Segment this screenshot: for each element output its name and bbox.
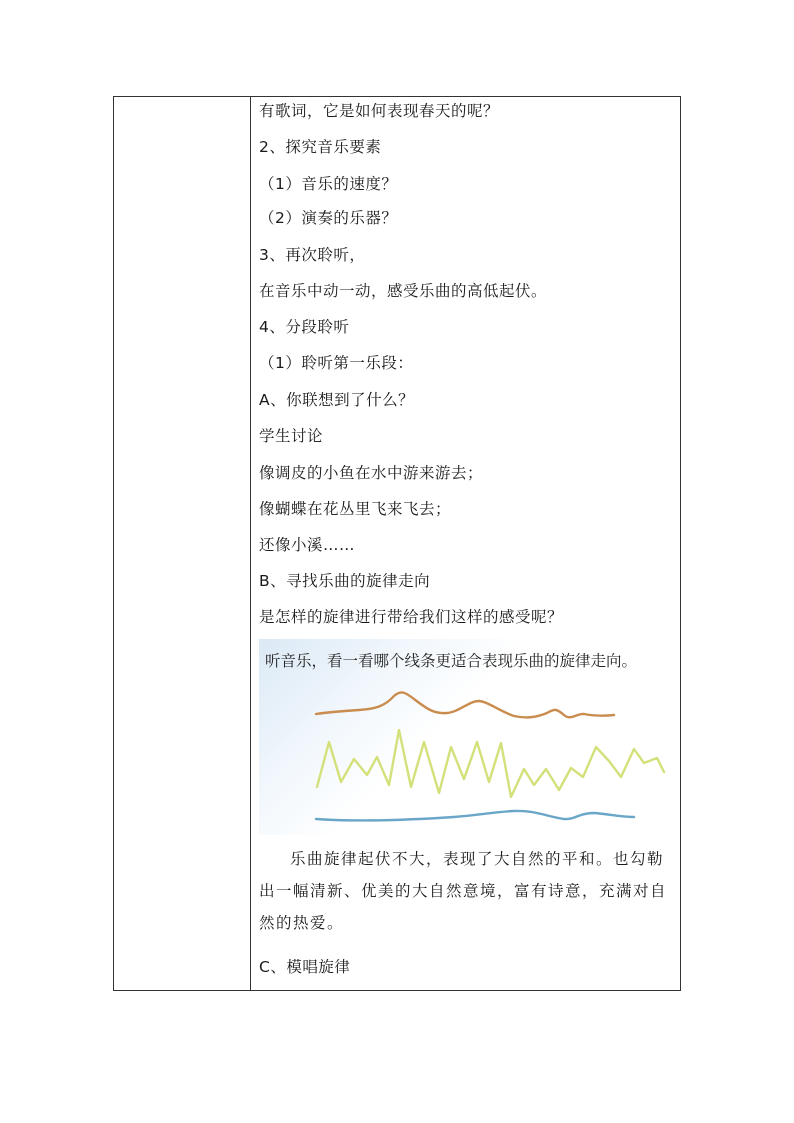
text-line-14: B、寻找乐曲的旋律走向 (259, 572, 431, 590)
text-line-9: A、你联想到了什么？ (259, 391, 415, 409)
text-line-11: 像调皮的小鱼在水中游来游去； (259, 464, 484, 482)
text-line-1: 有歌词，它是如何表现春天的呢？ (259, 102, 500, 120)
lesson-table (113, 96, 681, 991)
text-line-4: （2）演奏的乐器？ (259, 209, 398, 227)
column-divider (250, 97, 251, 990)
melody-line-smooth (316, 692, 614, 717)
text-line-8: （1）聆听第一乐段： (259, 354, 414, 372)
text-line-7: 4、分段聆听 (259, 318, 350, 336)
summary-paragraph: 乐曲旋律起伏不大，表现了大自然的平和。也勾勒出一幅清新、优美的大自然意境，富有诗意，充满对自然的热爱。 (259, 850, 668, 932)
text-line-last: C、模唱旋律 (259, 958, 351, 976)
text-line-10: 学生讨论 (259, 427, 324, 445)
melody-figure (259, 639, 673, 835)
text-line-15: 是怎样的旋律进行带给我们这样的感受呢？ (259, 608, 564, 626)
text-line-13: 还像小溪…… (259, 536, 356, 554)
text-line-6: 在音乐中动一动，感受乐曲的高低起伏。 (259, 282, 548, 300)
text-line-12: 像蝴蝶在花丛里飞来飞去； (259, 500, 452, 518)
figure-title: 听音乐，看一看哪个线条更适合表现乐曲的旋律走向。 (265, 652, 638, 670)
melody-lines-svg (259, 639, 673, 835)
melody-line-zigzag (317, 730, 664, 797)
melody-line-flat (316, 811, 634, 821)
text-line-5: 3、再次聆听， (259, 246, 366, 264)
text-line-2: 2、探究音乐要素 (259, 138, 382, 156)
text-line-3: （1）音乐的速度？ (259, 175, 398, 193)
